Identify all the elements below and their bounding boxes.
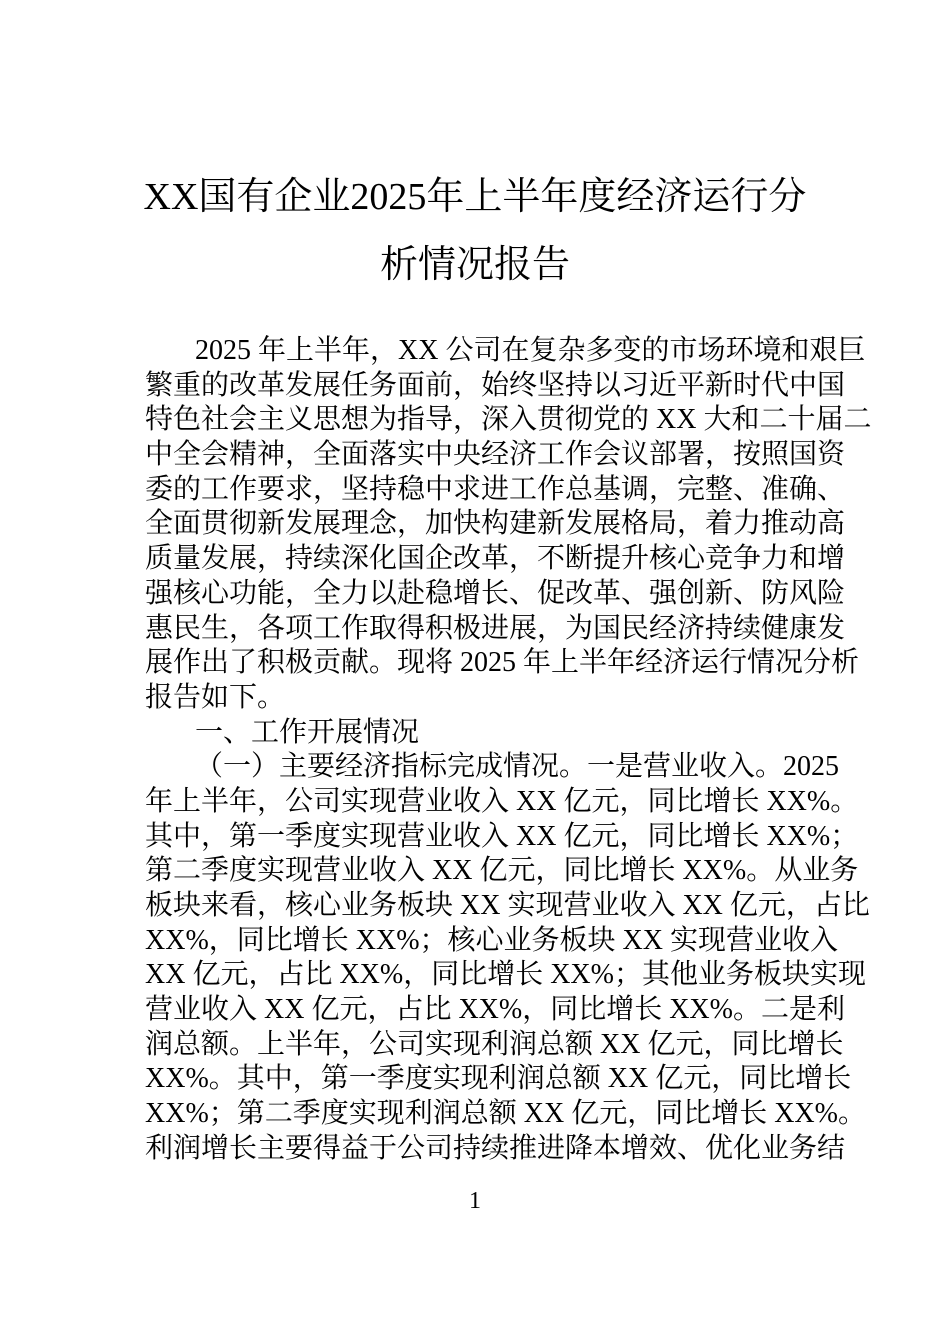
paragraph-line: 繁重的改革发展任务面前，始终坚持以习近平新时代中国 (145, 369, 846, 401)
paragraph-line: 利润增长主要得益于公司持续推进降本增效、优化业务结 (145, 1132, 846, 1164)
paragraph-line: 全面贯彻新发展理念，加快构建新发展格局，着力推动高 (145, 508, 846, 540)
paragraph-line: 润总额。上半年，公司实现利润总额 XX 亿元，同比增长 (145, 1028, 844, 1060)
paragraph-line: 展作出了积极贡献。现将 2025 年上半年经济运行情况分析 (145, 647, 860, 679)
paragraph-line: 其中，第一季度实现营业收入 XX 亿元，同比增长 XX%； (145, 820, 859, 852)
paragraph-line: 特色社会主义思想为指导，深入贯彻党的 XX 大和二十届二 (145, 404, 872, 436)
paragraph-line: 惠民生，各项工作取得积极进展，为国民经济持续健康发 (145, 612, 846, 644)
paragraph-line: （一）主要经济指标完成情况。一是营业收入。2025 (195, 751, 840, 783)
paragraph-line: 营业收入 XX 亿元，占比 XX%，同比增长 XX%。二是利 (145, 994, 845, 1026)
document-title-line-2: 析情况报告 (379, 244, 570, 286)
paragraph-line: 第二季度实现营业收入 XX 亿元，同比增长 XX%。从业务 (145, 855, 859, 887)
page-number: 1 (469, 1188, 481, 1214)
section-heading: 一、工作开展情况 (195, 716, 420, 748)
paragraph-line: 委的工作要求，坚持稳中求进工作总基调，完整、准确、 (145, 473, 846, 505)
paragraph-line: 强核心功能，全力以赴稳增长、促改革、强创新、防风险 (145, 577, 846, 609)
paragraph-line: 板块来看，核心业务板块 XX 实现营业收入 XX 亿元，占比 (145, 890, 870, 921)
paragraph-line: 年上半年，公司实现营业收入 XX 亿元，同比增长 XX%。 (145, 785, 859, 817)
paragraph-line: XX 亿元，占比 XX%，同比增长 XX%；其他业务板块实现 (145, 959, 866, 991)
paragraph-line: 中全会精神，全面落实中央经济工作会议部署，按照国资 (145, 439, 846, 471)
paragraph-line: 质量发展，持续深化国企改革，不断提升核心竞争力和增 (145, 543, 846, 575)
paragraph-line: 2025 年上半年，XX 公司在复杂多变的市场环境和艰巨 (195, 335, 866, 366)
paragraph-line: XX%。其中，第一季度实现利润总额 XX 亿元，同比增长 (145, 1063, 852, 1095)
paragraph-line: 报告如下。 (145, 681, 286, 713)
paragraph-line: XX%，同比增长 XX%；核心业务板块 XX 实现营业收入 (145, 924, 838, 956)
paragraph-line: XX%；第二季度实现利润总额 XX 亿元，同比增长 XX%。 (145, 1098, 866, 1130)
document-body (145, 334, 872, 1167)
document-title-line-1: XX国有企业2025年上半年度经济运行分 (143, 176, 807, 218)
